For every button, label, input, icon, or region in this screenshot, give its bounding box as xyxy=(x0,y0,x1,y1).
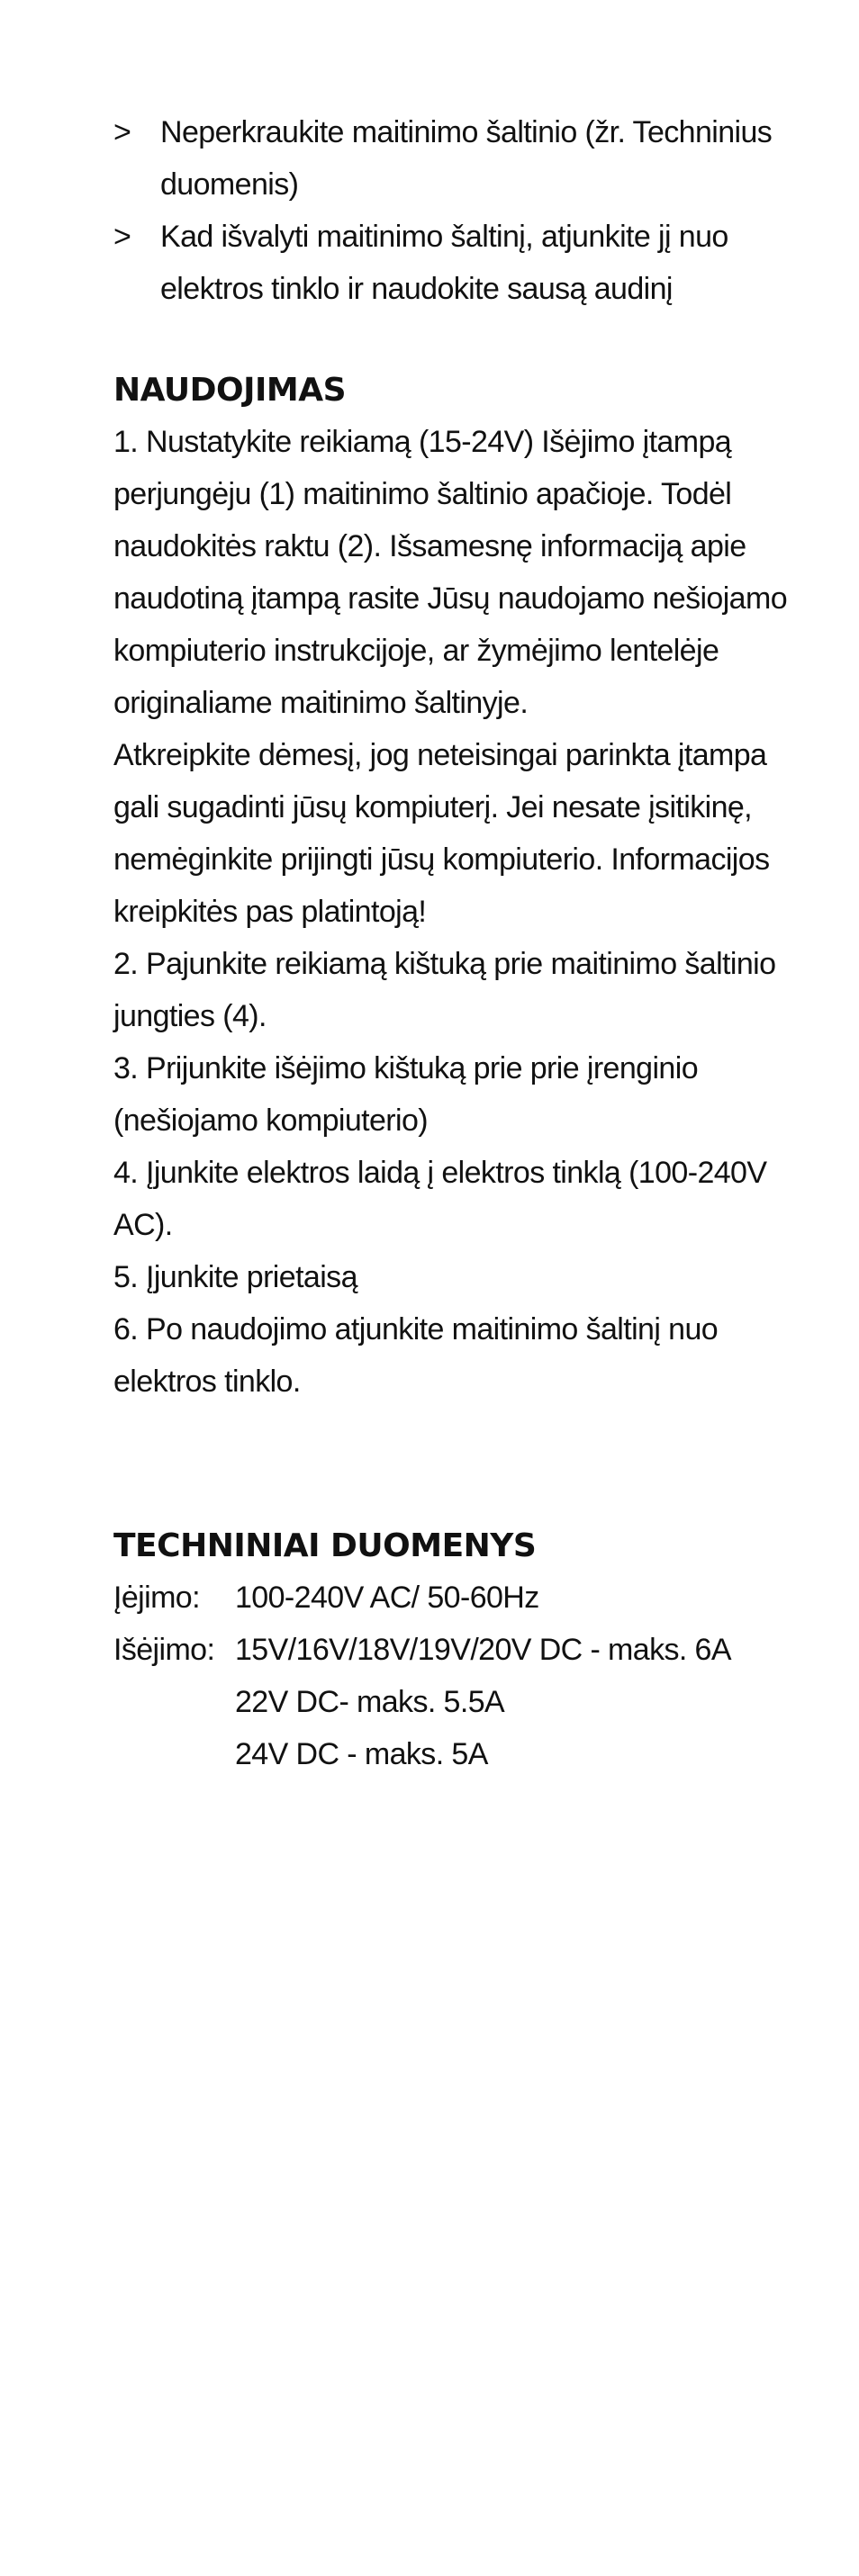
bullet-marker: > xyxy=(113,220,131,254)
spec-label: Išėjimo: xyxy=(113,1633,215,1667)
list-item xyxy=(113,211,798,315)
spec-output-row xyxy=(113,1624,798,1780)
usage-step-4: 4. Įjunkite elektros laidą į elektros tinklą (100-240V AC). xyxy=(113,1156,767,1242)
bullet-text: Kad išvalyti maitinimo šaltinį, atjunkite jį nuo elektros tinklo ir naudokite sausą audinį xyxy=(160,220,728,306)
section-heading: TECHNINIAI DUOMENYS xyxy=(113,1527,537,1564)
list-item xyxy=(113,106,798,211)
usage-step-1: 1. Nustatykite reikiamą (15-24V) Išėjimo įtampą perjungėju (1) maitinimo šaltinio apačioje. Todėl naudokitės raktu (2). Išsamesnę informaciją apie naudotiną įtampą rasite Jūsų naudojamo nešiojamo kompiuterio instrukcijoje, ar žymėjimo lentelėje originaliame maitinimo šaltinyje. xyxy=(113,425,788,720)
bullet-marker: > xyxy=(113,115,131,149)
spec-value: 15V/16V/18V/19V/20V DC - maks. 6A xyxy=(235,1633,731,1667)
usage-step-6: 6. Po naudojimo atjunkite maitinimo šaltinį nuo elektros tinklo. xyxy=(113,1312,719,1399)
spec-input-row xyxy=(113,1572,798,1624)
usage-step-2: 2. Pajunkite reikiamą kištuką prie maitinimo šaltinio jungties (4). xyxy=(113,947,776,1033)
usage-section xyxy=(113,365,798,1408)
spec-value: 100-240V AC/ 50-60Hz xyxy=(235,1581,539,1615)
usage-step-3: 3. Prijunkite išėjimo kištuką prie prie įrenginio (nešiojamo kompiuterio) xyxy=(113,1051,699,1138)
bullet-text: Neperkraukite maitinimo šaltinio (žr. Techninius duomenis) xyxy=(160,115,773,202)
spec-label: Įėjimo: xyxy=(113,1581,200,1615)
spec-value: 22V DC- maks. 5.5A xyxy=(235,1685,505,1719)
technical-data-section xyxy=(113,1521,798,1780)
precautions-list xyxy=(113,106,798,315)
spec-value: 24V DC - maks. 5A xyxy=(235,1737,488,1771)
usage-warning: Atkreipkite dėmesį, jog neteisingai parinkta įtampa gali sugadinti jūsų kompiuterį. Jei nesate įsitikinę, nemėginkite prijingti jūsų kompiuterio. Informacijos kreipkitės pas platintoją! xyxy=(113,738,770,929)
section-heading: NAUDOJIMAS xyxy=(113,372,347,409)
usage-step-5: 5. Įjunkite prietaisą xyxy=(113,1260,357,1294)
